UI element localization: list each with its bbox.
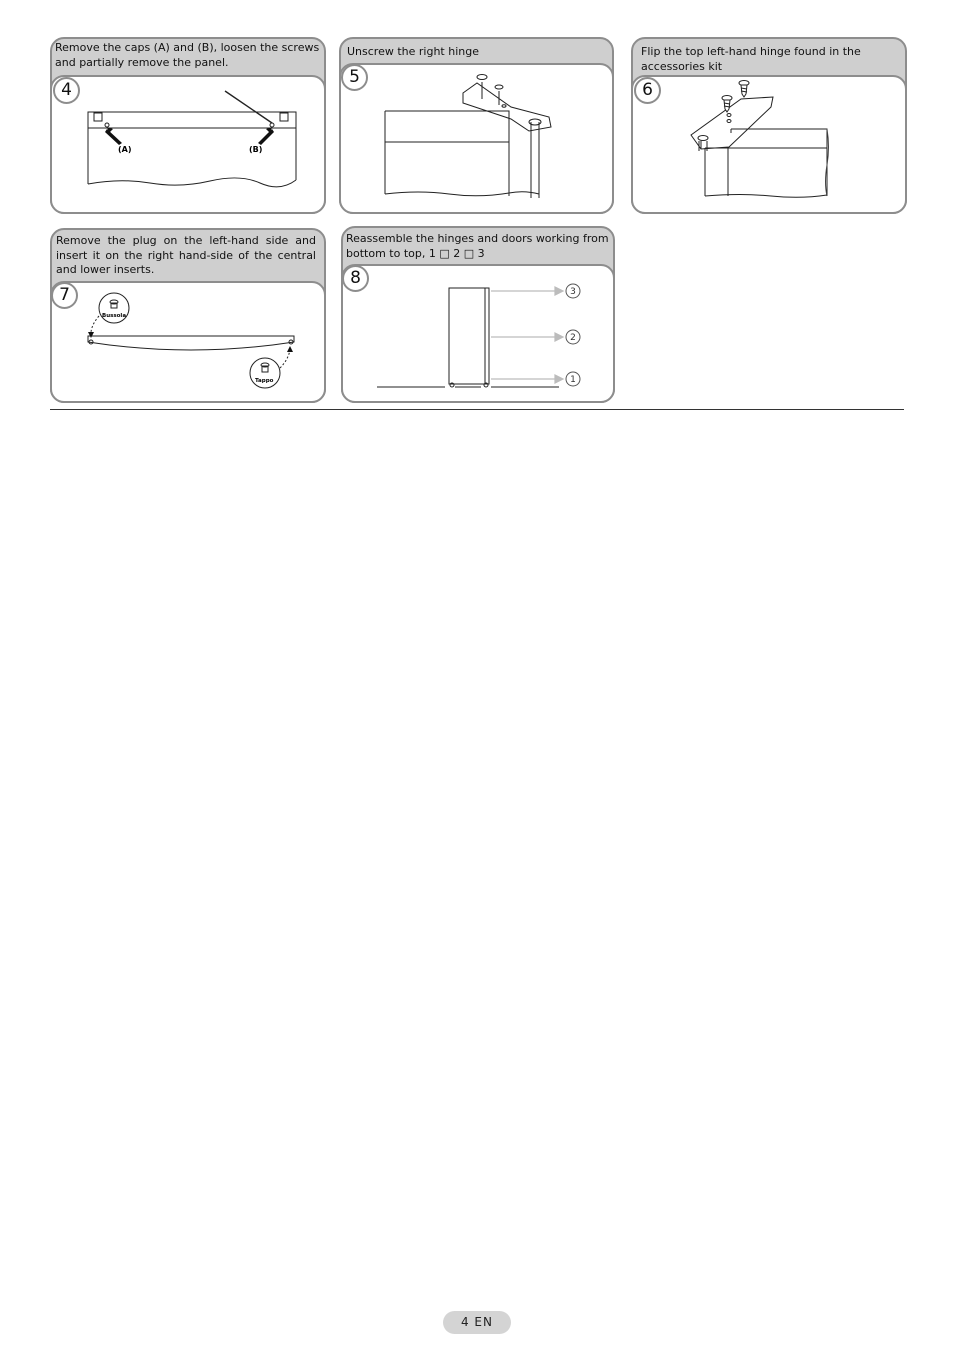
- step-4-illustration: [50, 37, 326, 214]
- hinge-plate: [463, 83, 551, 131]
- step-8-caption: Reassemble the hinges and doors working from bottom to top, 1 □ 2 □ 3: [346, 232, 609, 260]
- marker-2: 2: [570, 333, 576, 343]
- step-6-number: 6: [634, 77, 661, 104]
- page-number-badge: 4 EN: [443, 1311, 511, 1334]
- step-5-number: 5: [341, 64, 368, 91]
- cap-b: [280, 113, 288, 121]
- step-8-number: 8: [342, 265, 369, 292]
- step-4-card: [50, 37, 326, 214]
- label-bussola: Bussola: [102, 313, 127, 319]
- step-7-caption: Remove the plug on the left-hand side and insert it on the right hand-side of the central and lower inserts.: [56, 234, 316, 276]
- step-6-illustration: [631, 37, 907, 214]
- label-tappo: Tappo: [255, 378, 274, 384]
- step-5-card: [339, 37, 614, 214]
- step-7-illustration: [50, 228, 326, 403]
- step-4-caption: Remove the caps (A) and (B), loosen the screws and partially remove the panel.: [55, 41, 320, 69]
- step-6-caption: Flip the top left-hand hinge found in the accessories kit: [641, 45, 861, 73]
- step-4-number: 4: [53, 77, 80, 104]
- marker-1: 1: [570, 375, 576, 385]
- screwdriver: [225, 91, 272, 123]
- step-6-card: [631, 37, 907, 214]
- step-5-caption: Unscrew the right hinge: [347, 45, 479, 58]
- cap-a: [94, 113, 102, 121]
- insert-bar: [88, 336, 294, 350]
- top-panel: [88, 112, 296, 128]
- label-a: (A): [118, 145, 132, 154]
- fridge-body: [449, 288, 489, 384]
- hinge-plate: [691, 97, 773, 149]
- step-8-illustration: [341, 226, 615, 403]
- step-5-illustration: [339, 37, 614, 214]
- step-8-card: [341, 226, 615, 403]
- section-divider: [50, 409, 904, 410]
- step-7-number: 7: [51, 282, 78, 309]
- marker-3: 3: [570, 287, 576, 297]
- step-7-card: [50, 228, 326, 403]
- label-b: (B): [249, 145, 263, 154]
